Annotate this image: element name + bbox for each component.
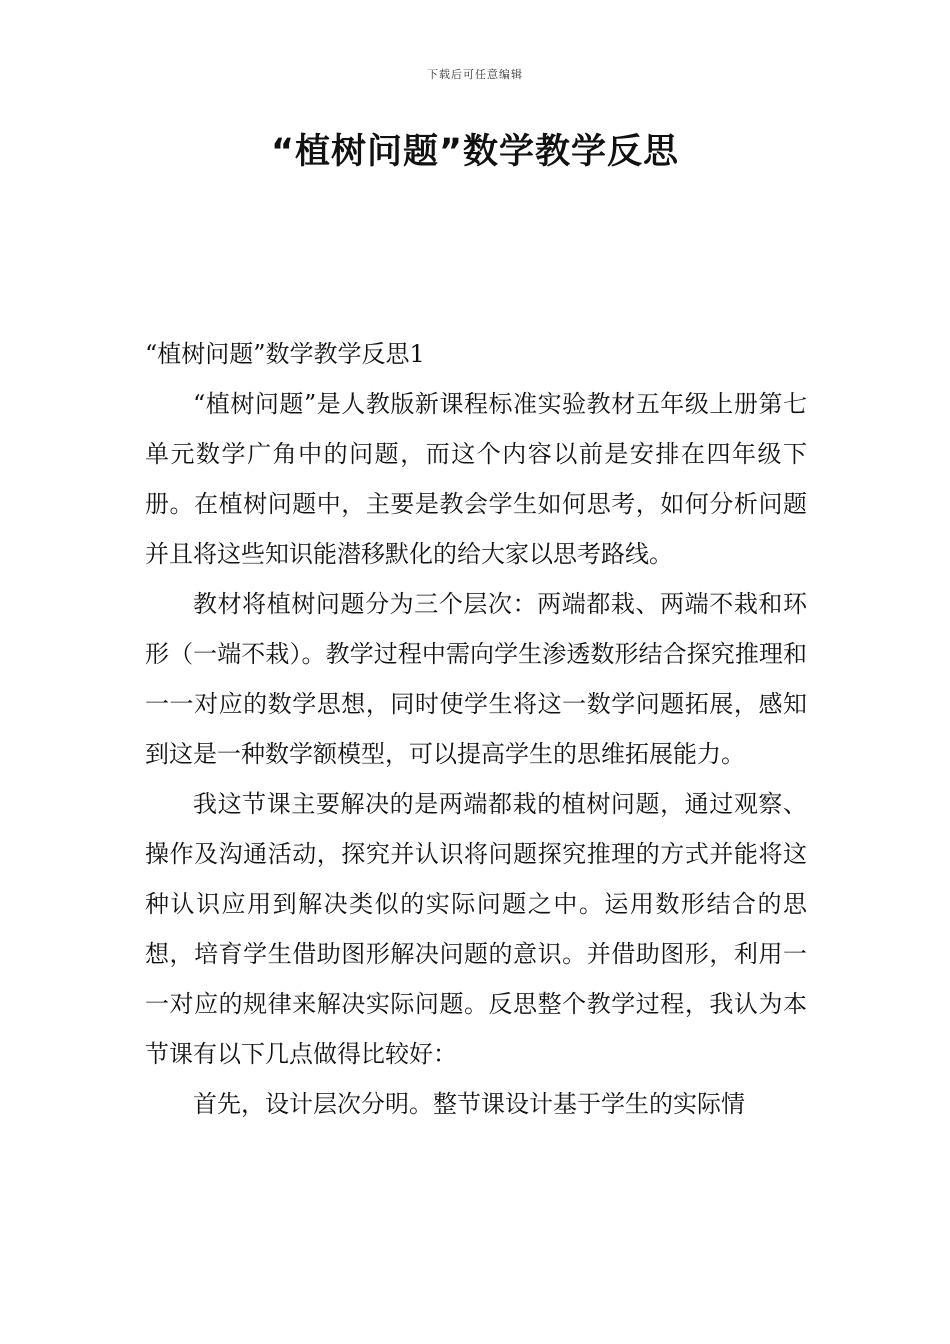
paragraph: 我这节课主要解决的是两端都栽的植树问题，通过观察、操作及沟通活动，探究并认识将问题探究推理的方式并能将这种认识应用到解决类似的实际问题之中。运用数形结合的思想，培育学生借助图形解决问题的意识。并借助图形，利用一一对应的规律来解决实际问题。反思整个教学过程，我认为本节课有以下几点做得比较好： — [145, 790, 807, 1068]
paragraph: 首先，设计层次分明。整节课设计基于学生的实际情 — [193, 1090, 745, 1118]
section-heading: “植树问题”数学教学反思1 — [145, 340, 425, 368]
document-title: “植树问题”数学教学反思 — [270, 132, 679, 172]
paragraph: “植树问题”是人教版新课程标准实验教材五年级上册第七单元数学广角中的问题，而这个内容以前是安排在四年级下册。在植树问题中，主要是教会学生如何思考，如何分析问题并且将这些知识能潜移默化的给大家以思考路线。 — [145, 390, 807, 568]
paragraph: 教材将植树问题分为三个层次：两端都栽、两端不栽和环形（一端不栽）。教学过程中需向学生渗透数形结合探究推理和一一对应的数学思想，同时使学生将这一数学问题拓展，感知到这是一种数学额模型，可以提高学生的思维拓展能力。 — [145, 590, 807, 768]
document-body — [145, 329, 807, 1129]
header-note: 下载后可任意编辑 — [427, 68, 523, 81]
